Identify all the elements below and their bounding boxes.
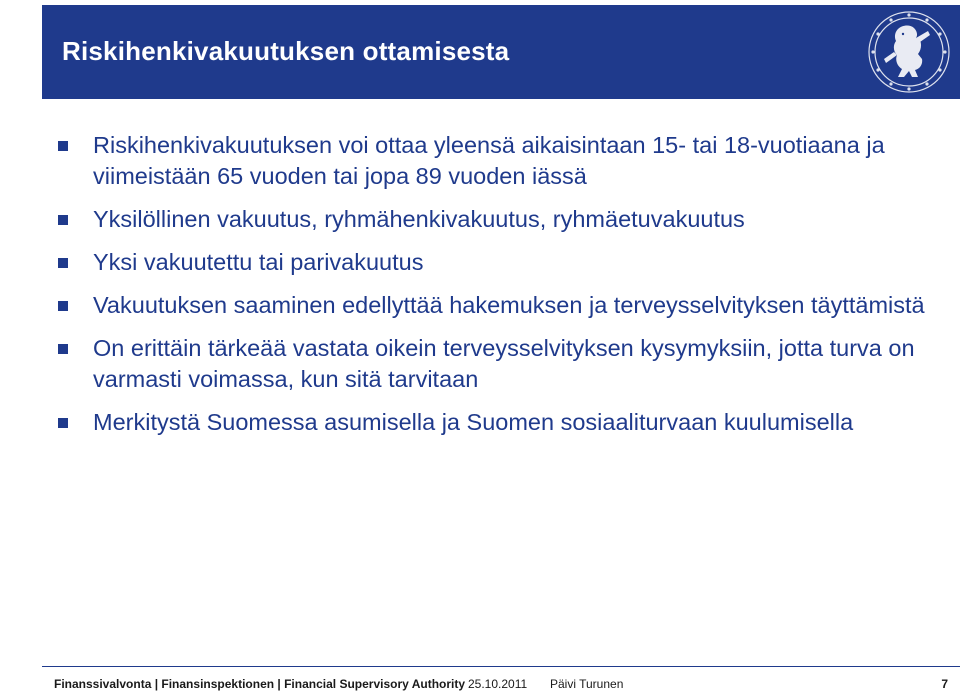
list-item [58, 333, 948, 395]
square-bullet-icon [58, 215, 68, 225]
page-number: 7 [941, 677, 948, 691]
footer-author: Päivi Turunen [550, 677, 624, 691]
slide-footer [42, 667, 960, 699]
square-bullet-icon [58, 258, 68, 268]
bullet-list [58, 130, 948, 450]
square-bullet-icon [58, 301, 68, 311]
slide-title: Riskihenkivakuutuksen ottamisesta [62, 36, 510, 66]
square-bullet-icon [58, 344, 68, 354]
bullet-text: Riskihenkivakuutuksen voi ottaa yleensä aikaisintaan 15- tai 18-vuotiaana ja viimeistään 65 vuoden tai jopa 89 vuoden iässä [93, 132, 885, 189]
list-item [58, 204, 948, 235]
square-bullet-icon [58, 141, 68, 151]
lion-emblem-icon [860, 7, 958, 97]
bullet-text: On erittäin tärkeää vastata oikein terveysselvityksen kysymyksiin, jotta turva on varmasti voimassa, kun sitä tarvitaan [93, 335, 915, 392]
list-item [58, 247, 948, 278]
bullet-text: Vakuutuksen saaminen edellyttää hakemuksen ja terveysselvityksen täyttämistä [93, 292, 925, 318]
list-item [58, 130, 948, 192]
square-bullet-icon [58, 418, 68, 428]
bullet-text: Merkitystä Suomessa asumisella ja Suomen sosiaaliturvaan kuulumisella [93, 409, 854, 435]
list-item [58, 407, 948, 438]
footer-organization: Finanssivalvonta | Finansinspektionen | Financial Supervisory Authority [54, 677, 466, 691]
bullet-text: Yksilöllinen vakuutus, ryhmähenkivakuutus, ryhmäetuvakuutus [93, 206, 745, 232]
slide-header [42, 5, 960, 99]
list-item [58, 290, 948, 321]
bullet-text: Yksi vakuutettu tai parivakuutus [93, 249, 424, 275]
footer-date: 25.10.2011 [468, 677, 528, 691]
